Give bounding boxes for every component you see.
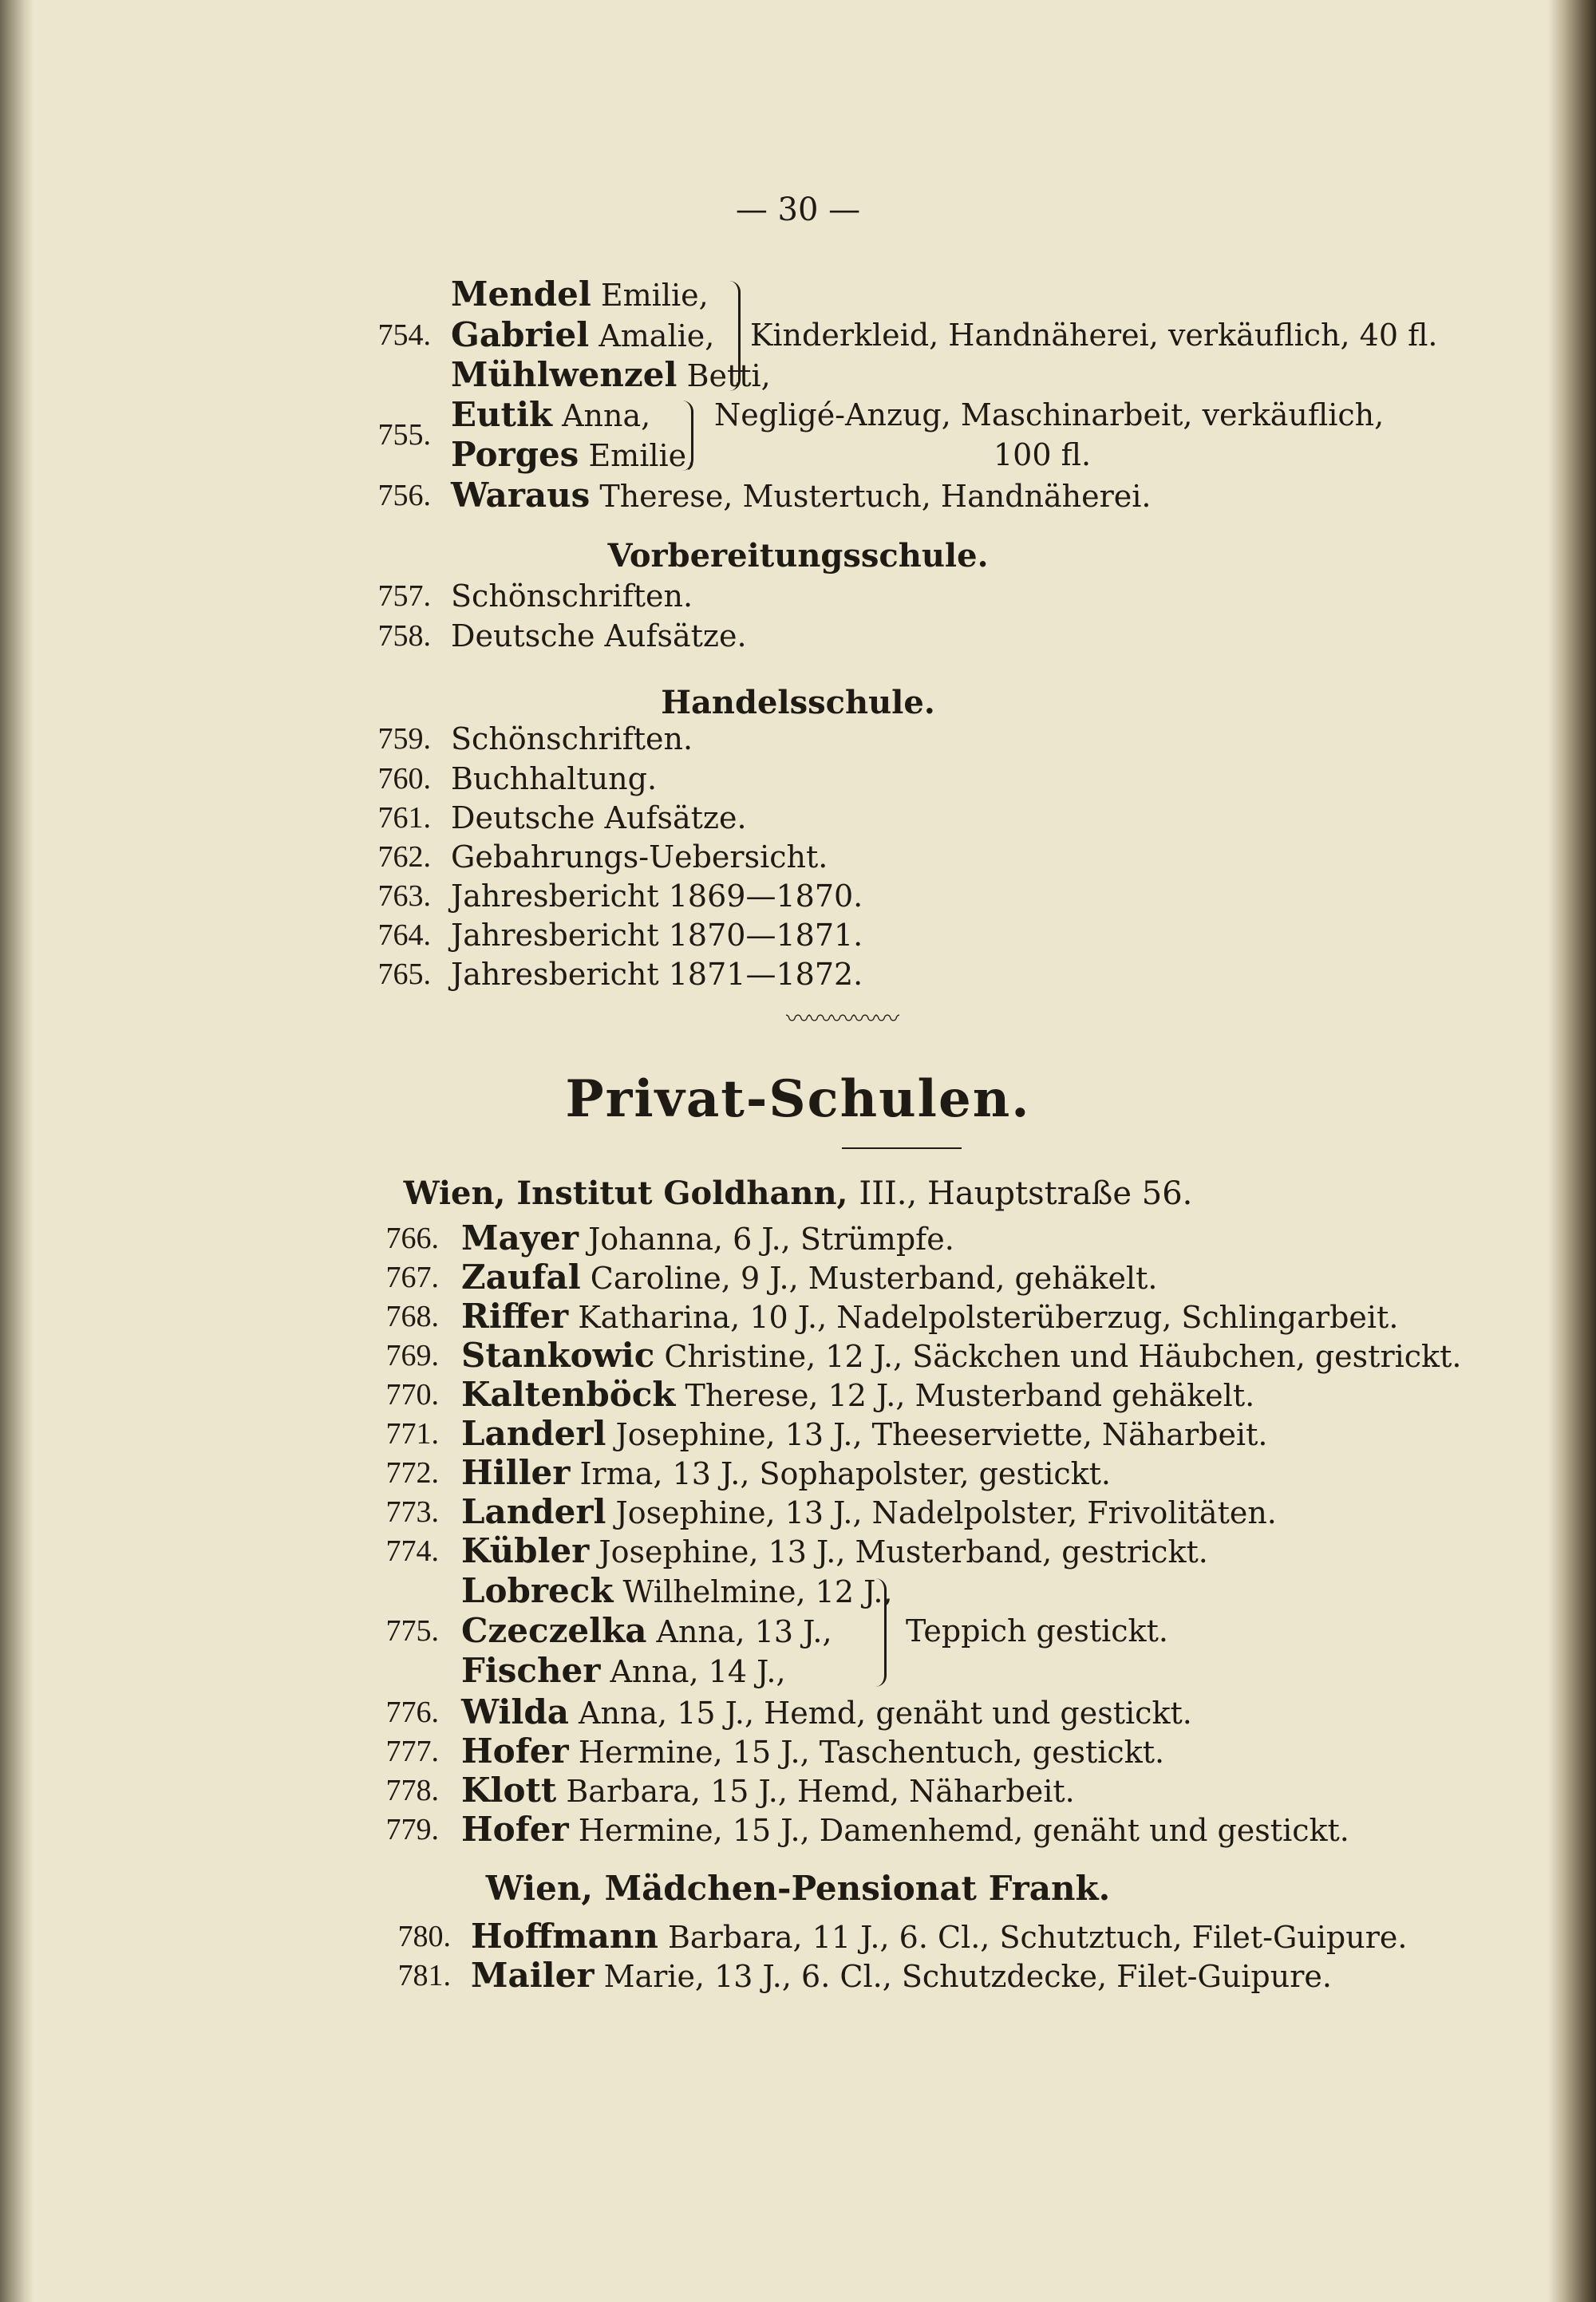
entry-775-person-3: Fischer Anna, 14 J., — [461, 1651, 786, 1690]
entry-769: Stankowic Christine, 12 J., Säckchen und Häubchen, gestrickt. — [461, 1336, 1462, 1375]
entry-775-person-2: Czeczelka Anna, 13 J., — [461, 1611, 832, 1650]
entry-776-number: 776. — [385, 1696, 439, 1729]
entry-775-brace — [870, 1578, 887, 1687]
entry-778-number: 778. — [385, 1774, 439, 1807]
entry-770: Kaltenböck Therese, 12 J., Musterband gehäkelt. — [461, 1375, 1255, 1414]
section-heading-handelsschule: Handelsschule. — [661, 684, 935, 721]
entry-755-description: Negligé-Anzug, Maschinarbeit, verkäuflich, — [714, 397, 1385, 432]
entry-754-person-3: Mühlwenzel Betti, — [451, 355, 771, 394]
entry-755-number: 755. — [377, 418, 431, 452]
entry-779: Hofer Hermine, 15 J., Damenhemd, genäht und gestickt. — [461, 1810, 1349, 1849]
entry-775-person-1: Lobreck Wilhelmine, 12 J., — [461, 1571, 893, 1610]
entry-758-text: Deutsche Aufsätze. — [451, 618, 747, 653]
entry-754-description: Kinderkleid, Handnäherei, verkäuflich, 40 fl. — [750, 318, 1438, 353]
entry-770-number: 770. — [385, 1378, 439, 1412]
entry-754-number: 754. — [377, 318, 431, 352]
pensionat-heading: Wien, Mädchen-Pensionat Frank. — [485, 1869, 1111, 1908]
entry-772-number: 772. — [385, 1456, 439, 1490]
entry-771: Landerl Josephine, 13 J., Theeserviette, Näharbeit. — [461, 1414, 1268, 1453]
entry-757-text: Schönschriften. — [451, 578, 693, 614]
entry-777-number: 777. — [385, 1735, 439, 1768]
entry-754-person-1: Mendel Emilie, — [451, 274, 709, 314]
entry-762-number: 762. — [377, 840, 431, 874]
entry-754-person-2: Gabriel Amalie, — [451, 315, 715, 354]
entry-755-brace — [680, 401, 693, 471]
entry-779-number: 779. — [385, 1813, 439, 1846]
entry-776: Wilda Anna, 15 J., Hemd, genäht und gestickt. — [461, 1692, 1192, 1731]
entry-757-number: 757. — [377, 579, 431, 613]
entry-763-text: Jahresbericht 1869—1870. — [451, 879, 863, 914]
entry-759-text: Schönschriften. — [451, 721, 693, 756]
entry-780-number: 780. — [397, 1920, 451, 1953]
entry-772: Hiller Irma, 13 J., Sophapolster, gestickt. — [461, 1453, 1112, 1492]
entry-767: Zaufal Caroline, 9 J., Musterband, gehäkelt. — [461, 1258, 1158, 1297]
entry-768-number: 768. — [385, 1300, 439, 1333]
entry-773-number: 773. — [385, 1495, 439, 1529]
entry-756: Waraus Therese, Mustertuch, Handnäherei. — [451, 476, 1152, 515]
entry-773: Landerl Josephine, 13 J., Nadelpolster, Frivolitäten. — [461, 1492, 1277, 1531]
entry-778: Klott Barbara, 15 J., Hemd, Näharbeit. — [461, 1771, 1075, 1810]
entry-769-number: 769. — [385, 1339, 439, 1372]
entry-763-number: 763. — [377, 879, 431, 913]
entry-764-text: Jahresbericht 1870—1871. — [451, 918, 863, 953]
entry-759-number: 759. — [377, 722, 431, 756]
entry-774-number: 774. — [385, 1534, 439, 1568]
page-number: — 30 — — [735, 192, 861, 228]
main-title: Privat-Schulen. — [565, 1069, 1031, 1129]
entry-765-number: 765. — [377, 958, 431, 991]
wavy-divider: 〰〰〰〰〰 — [786, 1005, 898, 1033]
entry-760-text: Buchhaltung. — [451, 761, 658, 796]
entry-774: Kübler Josephine, 13 J., Musterband, gestrickt. — [461, 1531, 1208, 1570]
entry-755-person-2: Porges Emilie, — [451, 435, 697, 474]
institute-heading: Wien, Institut Goldhann, III., Hauptstraße 56. — [403, 1175, 1193, 1212]
entry-775-number: 775. — [385, 1614, 439, 1648]
entry-754-brace — [722, 281, 741, 391]
entry-761-number: 761. — [377, 801, 431, 835]
entry-761-text: Deutsche Aufsätze. — [451, 800, 747, 835]
entry-768: Riffer Katharina, 10 J., Nadelpolsterüberzug, Schlingarbeit. — [461, 1297, 1399, 1336]
entry-781-number: 781. — [397, 1959, 451, 1992]
entry-767-number: 767. — [385, 1261, 439, 1294]
entry-762-text: Gebahrungs-Uebersicht. — [451, 839, 828, 875]
entry-760-number: 760. — [377, 762, 431, 796]
entry-777: Hofer Hermine, 15 J., Taschentuch, gestickt. — [461, 1731, 1165, 1771]
title-rule — [842, 1147, 962, 1149]
section-heading-vorbereitungsschule: Vorbereitungsschule. — [607, 537, 989, 575]
entry-764-number: 764. — [377, 918, 431, 952]
entry-755-price: 100 fl. — [994, 437, 1092, 472]
left-page-gutter — [0, 0, 34, 2302]
entry-766-number: 766. — [385, 1222, 439, 1255]
entry-780: Hoffmann Barbara, 11 J., 6. Cl., Schutztuch, Filet-Guipure. — [471, 1917, 1408, 1956]
entry-781: Mailer Marie, 13 J., 6. Cl., Schutzdecke, Filet-Guipure. — [471, 1956, 1332, 1995]
right-page-edge — [1548, 0, 1596, 2302]
entry-771-number: 771. — [385, 1417, 439, 1451]
entry-775-description: Teppich gestickt. — [906, 1613, 1168, 1649]
entry-758-number: 758. — [377, 619, 431, 653]
entry-765-text: Jahresbericht 1871—1872. — [451, 957, 863, 992]
entry-756-number: 756. — [377, 479, 431, 512]
entry-766: Mayer Johanna, 6 J., Strümpfe. — [461, 1218, 954, 1258]
entry-755-person-1: Eutik Anna, — [451, 395, 651, 434]
